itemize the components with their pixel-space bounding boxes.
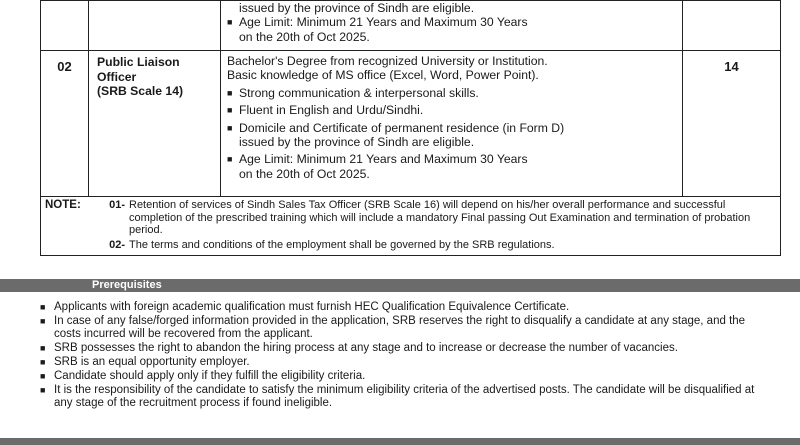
prerequisites-title: Prerequisites — [92, 279, 162, 291]
note-row — [41, 197, 781, 256]
requirement-bullet — [227, 86, 682, 100]
requirement-bullet — [227, 152, 682, 166]
seats-count: 14 — [683, 51, 781, 197]
note-label: NOTE: — [45, 199, 81, 211]
post-cell — [89, 1, 221, 51]
small-square-icon: ■ — [40, 315, 46, 326]
prerequisites-header — [0, 279, 800, 292]
prerequisite-text: In case of any false/forged information provided in the application, SRB reserves the right to disqualify a candidate at any stage, and the costs incurred will be recovered from the applicant. — [54, 314, 746, 340]
requirement-text: Age Limit: Minimum 21 Years and Maximum 30 Years — [239, 152, 528, 167]
post-scale: (SRB Scale 14) — [97, 84, 184, 98]
prerequisite-text: Applicants with foreign academic qualification must furnish HEC Qualification Equivalence Certificate. — [54, 301, 570, 313]
list-item — [40, 301, 770, 314]
list-item — [40, 384, 770, 410]
requirements-cell — [221, 51, 683, 197]
job-table-wrapper — [40, 0, 780, 256]
note-number: 02- — [109, 238, 125, 251]
row-number-cell — [41, 1, 89, 51]
requirement-text: Basic knowledge of MS office (Excel, Word, Power Point). — [227, 68, 539, 83]
prerequisite-text: SRB is an equal opportunity employer. — [54, 355, 250, 368]
requirement-text: Bachelor's Degree from recognized University or Institution. — [227, 54, 548, 68]
small-square-icon: ■ — [40, 356, 46, 367]
prerequisite-text: SRB possesses the right to abandon the hiring process at any stage and to increase or decrease the number of vacancies. — [54, 341, 678, 354]
small-square-icon: ■ — [40, 370, 46, 381]
requirement-text: Age Limit: Minimum 21 Years and Maximum 30 Years — [239, 15, 528, 30]
requirement-continuation: issued by the province of Sindh are eligible. — [239, 1, 475, 15]
list-item — [40, 315, 770, 341]
requirement-bullet — [227, 15, 682, 29]
black-square-icon: ■ — [227, 87, 233, 98]
note-number: 01- — [109, 199, 125, 211]
table-row — [41, 1, 781, 51]
black-square-icon: ■ — [227, 154, 233, 165]
requirement-continuation: on the 20th of Oct 2025. — [239, 29, 370, 44]
prerequisite-text: It is the responsibility of the candidate to satisfy the minimum eligibility criteria of the advertised posts. The candidate will be disqualified at any stage of the recruitment process if found ineligible. — [54, 383, 755, 409]
seats-cell — [683, 1, 781, 51]
post-title-line: Public Liaison — [97, 55, 180, 69]
prerequisite-text: Candidate should apply only if they fulfill the eligibility criteria. — [54, 369, 366, 382]
black-square-icon: ■ — [227, 122, 233, 133]
requirement-text: Domicile and Certificate of permanent residence (in Form D) — [239, 120, 565, 135]
note-text: The terms and conditions of the employment shall be governed by the SRB regulations. — [129, 238, 555, 251]
note-item — [107, 239, 776, 252]
list-item — [40, 342, 770, 355]
requirement-continuation: on the 20th of Oct 2025. — [239, 166, 370, 181]
requirement-bullet — [227, 103, 682, 117]
note-cell — [41, 197, 781, 256]
job-table — [40, 0, 781, 256]
small-square-icon: ■ — [40, 384, 46, 395]
list-item — [40, 356, 770, 369]
list-item — [40, 370, 770, 383]
post-title-cell — [89, 51, 221, 197]
next-section-band — [0, 438, 800, 445]
row-number: 02 — [41, 51, 89, 197]
requirement-continuation: issued by the province of Sindh are eligible. — [239, 135, 475, 150]
note-item — [107, 199, 776, 237]
table-row — [41, 51, 781, 197]
requirement-text: Fluent in English and Urdu/Sindhi. — [239, 103, 424, 118]
requirement-text: Strong communication & interpersonal skills. — [239, 85, 479, 100]
small-square-icon: ■ — [40, 342, 46, 353]
black-square-icon: ■ — [227, 105, 233, 116]
small-square-icon: ■ — [40, 302, 46, 312]
prerequisites-list — [40, 301, 770, 411]
requirements-cell — [221, 1, 683, 51]
black-square-icon: ■ — [227, 17, 233, 28]
note-text: Retention of services of Sindh Sales Tax Officer (SRB Scale 16) will depend on his/her overall performance and successful completion of the prescribed training which will include a mandatory Final passing Out Examination and termination of probation period. — [129, 199, 751, 237]
post-title-line: Officer — [97, 69, 137, 84]
requirement-bullet — [227, 121, 682, 135]
